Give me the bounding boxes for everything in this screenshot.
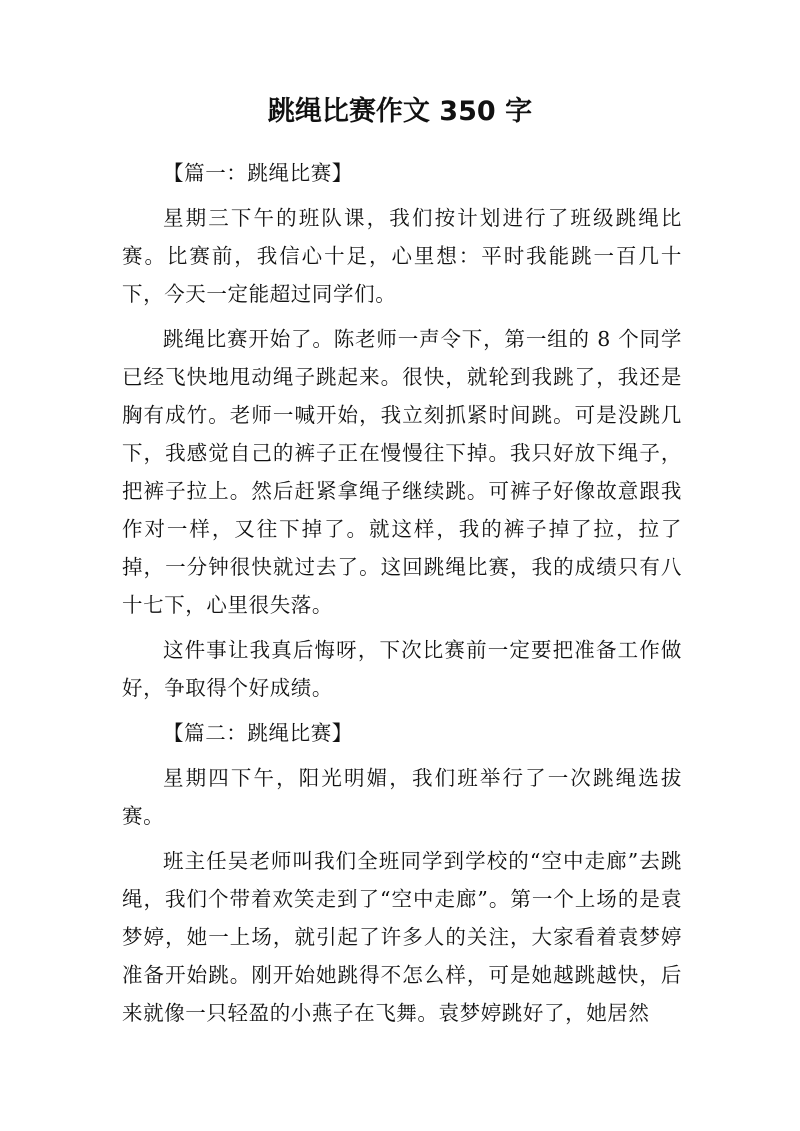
document-title: 跳绳比赛作文 350 字 bbox=[267, 96, 533, 127]
section-2-paragraph-2: 班主任吴老师叫我们全班同学到学校的“空中走廊”去跳绳，我们个带着欢笑走到了“空中走廊”。第一个上场的是袁梦婷，她一上场，就引起了许多人的关注，大家看着袁梦婷准备开始跳。刚开始她跳得不怎么样，可是她越跳越快，后来就像一只轻盈的小燕子在飞舞。袁梦婷跳好了，她居然 bbox=[122, 849, 682, 1025]
section-2-heading: 【篇二：跳绳比赛】 bbox=[163, 721, 353, 745]
section-2-paragraph-1: 星期四下午，阳光明媚，我们班举行了一次跳绳选拔赛。 bbox=[122, 766, 682, 828]
section-1-paragraph-2: 跳绳比赛开始了。陈老师一声令下，第一组的 8 个同学已经飞快地甩动绳子跳起来。很快，就轮到我跳了，我还是胸有成竹。老师一喊开始，我立刻抓紧时间跳。可是没跳几下，我感觉自己的裤子正在慢慢往下掉。我只好放下绳子，把裤子拉上。然后赶紧拿绳子继续跳。可裤子好像故意跟我作对一样，又往下掉了。就这样，我的裤子掉了拉，拉了掉，一分钟很快就过去了。这回跳绳比赛，我的成绩只有八十七下，心里很失落。 bbox=[122, 327, 682, 617]
section-1-paragraph-1: 星期三下午的班队课，我们按计划进行了班级跳绳比赛。比赛前，我信心十足，心里想：平时我能跳一百几十下，今天一定能超过同学们。 bbox=[122, 206, 682, 306]
section-1-paragraph-3: 这件事让我真后悔呀，下次比赛前一定要把准备工作做好，争取得个好成绩。 bbox=[122, 638, 682, 700]
document-body bbox=[122, 154, 682, 1039]
section-1-heading: 【篇一：跳绳比赛】 bbox=[163, 161, 353, 185]
